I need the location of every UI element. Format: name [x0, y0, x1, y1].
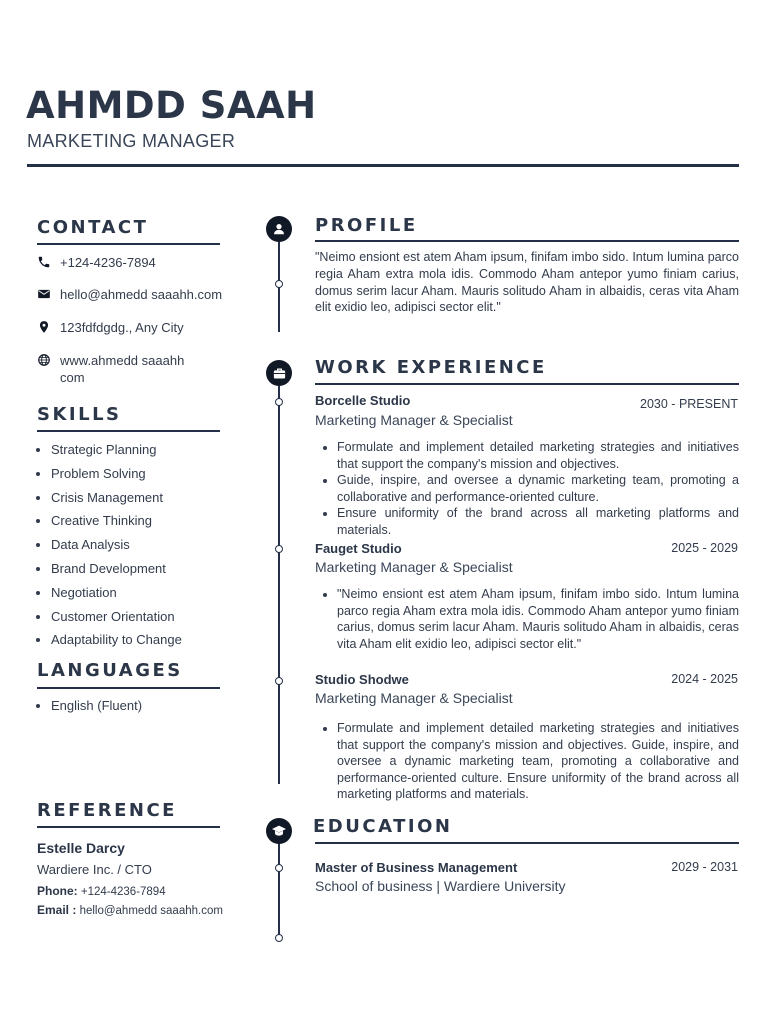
contact-phone-row	[37, 254, 227, 274]
job-date: 2024 - 2025	[671, 672, 738, 686]
contact-phone: +124-4236-7894	[60, 255, 156, 270]
reference-email-row	[37, 903, 223, 917]
reference-divider	[37, 826, 220, 828]
list-item: • Guide, inspire, and oversee a dynamic marketing team, promoting a collaborative and performance-oriented culture.	[337, 472, 739, 505]
list-item: • Crisis Management	[51, 489, 227, 513]
job-company: Fauget Studio	[315, 541, 402, 556]
list-item: • Creative Thinking	[51, 512, 227, 536]
reference-heading: REFERENCE	[37, 800, 177, 821]
education-school: School of business | Wardiere University	[315, 878, 566, 894]
contact-heading: CONTACT	[37, 217, 149, 238]
timeline-dot	[275, 545, 283, 553]
list-item: • "Neimo ensiont est atem Aham ipsum, finifam imbo sido. Intum lumina parco regia Aham extra mola idis. Commodo Aham antepor yumo finiam carius, domus serim lacur Aham. Mauris solitudo Aham in albaidis, ceras vita Aham elit exidio leo, adipisci sector elit."	[337, 586, 739, 652]
list-item: • Brand Development	[51, 560, 227, 584]
list-item: • English (Fluent)	[51, 698, 227, 713]
list-item: • Strategic Planning	[51, 441, 227, 465]
reference-name: Estelle Darcy	[37, 840, 125, 856]
briefcase-icon	[266, 360, 292, 386]
job-title: Marketing Manager & Specialist	[315, 690, 513, 706]
job-date: 2025 - 2029	[671, 541, 738, 555]
profile-divider	[315, 240, 739, 242]
reference-phone: +124-4236-7894	[80, 886, 166, 898]
reference-email: hello@ahmedd saaahh.com	[79, 905, 223, 917]
reference-phone-row	[37, 884, 166, 898]
list-item: • Customer Orientation	[51, 608, 227, 632]
job-title: Marketing Manager & Specialist	[315, 559, 513, 575]
experience-divider	[315, 383, 739, 385]
reference-email-label: Email :	[37, 903, 77, 917]
education-divider	[315, 842, 739, 844]
profile-text: "Neimo ensiont est atem Aham ipsum, finifam imbo sido. Intum lumina parco regia Aham extra mola idis. Commodo Aham antepor yumo finiam carius, domus serim lacur Aham. Mauris solitudo Aham in albaidis, ceras vita Aham elit exidio leo, adipisci sector elit."	[315, 250, 739, 315]
job-bullets	[315, 720, 739, 803]
skills-list	[37, 441, 227, 655]
timeline-dot	[275, 864, 283, 872]
skills-divider	[37, 430, 220, 432]
list-item: • Problem Solving	[51, 465, 227, 489]
job-company: Studio Shodwe	[315, 672, 409, 687]
phone-icon	[37, 255, 51, 269]
graduation-cap-icon	[266, 818, 292, 844]
reference-phone-label: Phone:	[37, 884, 78, 898]
job-company: Borcelle Studio	[315, 393, 411, 408]
location-pin-icon	[37, 320, 51, 334]
contact-email-row	[37, 286, 227, 306]
header-divider	[27, 164, 739, 167]
profile-heading: PROFILE	[315, 215, 418, 236]
resume-name: AHMDD SAAH	[26, 84, 317, 127]
languages-divider	[37, 687, 220, 689]
education-heading: EDUCATION	[313, 816, 453, 837]
mail-icon	[37, 287, 51, 301]
languages-list	[37, 698, 227, 713]
contact-address-row	[37, 319, 227, 339]
list-item: • Adaptability to Change	[51, 631, 227, 655]
languages-heading: LANGUAGES	[37, 660, 183, 681]
contact-email: hello@ahmedd saaahh.com	[60, 287, 223, 302]
list-item: • Ensure uniformity of the brand across all marketing platforms and materials.	[337, 505, 739, 538]
job-bullets	[315, 586, 739, 652]
list-item: • Formulate and implement detailed marketing strategies and initiatives that support the company's mission and objectives.	[337, 439, 739, 472]
timeline-dot	[275, 398, 283, 406]
contact-website: www.ahmedd saaahh com	[60, 353, 185, 385]
timeline-dot	[275, 677, 283, 685]
timeline-dot	[275, 934, 283, 942]
contact-website-row	[37, 352, 227, 388]
user-icon	[266, 216, 292, 242]
experience-heading: WORK EXPERIENCE	[315, 357, 547, 378]
timeline-dot	[275, 280, 283, 288]
timeline-line-experience	[278, 384, 280, 784]
education-date: 2029 - 2031	[671, 860, 738, 874]
list-item: • Formulate and implement detailed marketing strategies and initiatives that support the company's mission and objectives. Guide, inspire, and oversee a dynamic marketing team, promoting a collaborative and performance-oriented culture. Ensure uniformity of the brand across all marketing platforms and materials.	[337, 720, 739, 803]
globe-icon	[37, 353, 51, 367]
job-role: MARKETING MANAGER	[27, 131, 236, 151]
list-item: • Data Analysis	[51, 536, 227, 560]
contact-divider	[37, 243, 220, 245]
job-date: 2030 - PRESENT	[640, 397, 738, 411]
reference-company: Wardiere Inc. / CTO	[37, 862, 152, 877]
contact-address: 123fdfdgdg., Any City	[60, 320, 184, 335]
skills-heading: SKILLS	[37, 404, 122, 425]
timeline-line-education	[278, 842, 280, 940]
job-bullets	[315, 439, 739, 539]
list-item: • Negotiation	[51, 584, 227, 608]
education-degree: Master of Business Management	[315, 860, 518, 875]
job-title: Marketing Manager & Specialist	[315, 412, 513, 428]
